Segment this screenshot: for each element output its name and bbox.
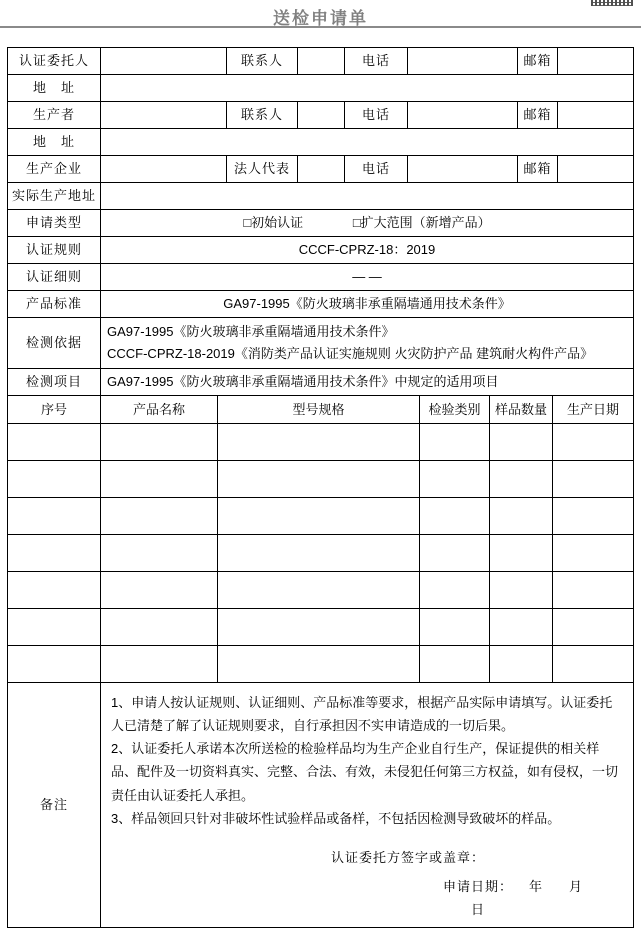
applicant-email-cell[interactable] (558, 48, 634, 75)
inspection-type-cell[interactable] (420, 461, 490, 498)
product-header-row (8, 396, 634, 424)
table-row (8, 75, 634, 102)
product-row (8, 572, 634, 609)
product-table (7, 395, 634, 683)
producer-email-cell[interactable] (558, 102, 634, 129)
page-header (0, 0, 641, 28)
table-row (8, 102, 634, 129)
product-standard-label: 产品标准 (8, 291, 101, 318)
applicant-contact-label: 联系人 (227, 48, 298, 75)
product-row (8, 609, 634, 646)
producer-phone-cell[interactable] (408, 102, 518, 129)
table-row (8, 291, 634, 318)
serial-cell[interactable] (8, 424, 101, 461)
serial-cell[interactable] (8, 498, 101, 535)
producer-phone-label: 电话 (345, 102, 408, 129)
application-type-options (101, 210, 634, 237)
serial-cell[interactable] (8, 461, 101, 498)
remark-item-1: 1、申请人按认证规则、认证细则、产品标准等要求，根据产品实际申请填写。认证委托人已清楚了解了认证规则要求，自行承担因不实申请造成的一切后果。 (111, 695, 613, 734)
product-name-cell[interactable] (101, 609, 218, 646)
production-date-cell[interactable] (553, 609, 634, 646)
applicant-label: 认证委托人 (8, 48, 101, 75)
certification-detail-label: 认证细则 (8, 264, 101, 291)
applicant-name-cell[interactable] (101, 48, 227, 75)
production-date-cell[interactable] (553, 461, 634, 498)
table-row (8, 183, 634, 210)
applicant-address-label: 地 址 (8, 75, 101, 102)
production-date-cell[interactable] (553, 535, 634, 572)
test-items-value: GA97-1995《防火玻璃非承重隔墙通用技术条件》中规定的适用项目 (101, 369, 634, 396)
sample-qty-cell[interactable] (490, 646, 553, 683)
sample-qty-cell[interactable] (490, 461, 553, 498)
factory-phone-label: 电话 (345, 156, 408, 183)
remarks-label: 备注 (8, 683, 101, 928)
sample-qty-cell[interactable] (490, 572, 553, 609)
date-unit-month: 月 (569, 878, 584, 894)
application-type-label: 申请类型 (8, 210, 101, 237)
test-basis-line1: GA97-1995《防火玻璃非承重隔墙通用技术条件》 (107, 323, 395, 339)
table-row (8, 129, 634, 156)
actual-production-address-label: 实际生产地址 (8, 183, 101, 210)
serial-cell[interactable] (8, 646, 101, 683)
col-header-serial: 序号 (8, 396, 101, 424)
remark-item-3: 3、样品领回只针对非破坏性试验样品或备样，不包括因检测导致破坏的样品。 (111, 810, 561, 826)
applicant-email-label: 邮箱 (518, 48, 558, 75)
model-spec-cell[interactable] (218, 498, 420, 535)
product-name-cell[interactable] (101, 535, 218, 572)
application-form (7, 47, 633, 928)
production-date-cell[interactable] (553, 424, 634, 461)
table-row (8, 369, 634, 396)
product-name-cell[interactable] (101, 498, 218, 535)
sample-qty-cell[interactable] (490, 609, 553, 646)
product-name-cell[interactable] (101, 461, 218, 498)
applicant-address-cell[interactable] (101, 75, 634, 102)
applicant-phone-cell[interactable] (408, 48, 518, 75)
production-date-cell[interactable] (553, 572, 634, 609)
serial-cell[interactable] (8, 609, 101, 646)
factory-phone-cell[interactable] (408, 156, 518, 183)
product-name-cell[interactable] (101, 424, 218, 461)
sample-qty-cell[interactable] (490, 498, 553, 535)
producer-contact-cell[interactable] (298, 102, 345, 129)
inspection-type-cell[interactable] (420, 424, 490, 461)
factory-name-cell[interactable] (101, 156, 227, 183)
producer-email-label: 邮箱 (518, 102, 558, 129)
col-header-model-spec: 型号规格 (218, 396, 420, 424)
table-row (8, 237, 634, 264)
producer-label: 生产者 (8, 102, 101, 129)
table-row (8, 156, 634, 183)
col-header-inspection-type: 检验类别 (420, 396, 490, 424)
product-row (8, 535, 634, 572)
inspection-type-cell[interactable] (420, 609, 490, 646)
date-unit-year: 年 (529, 878, 544, 894)
producer-address-cell[interactable] (101, 129, 634, 156)
table-row (8, 48, 634, 75)
page-title: 送检申请单 (273, 9, 368, 28)
production-date-cell[interactable] (553, 498, 634, 535)
application-date-line (443, 875, 623, 921)
inspection-type-cell[interactable] (420, 572, 490, 609)
col-header-production-date: 生产日期 (553, 396, 634, 424)
signature-block (111, 846, 623, 921)
table-row (8, 264, 634, 291)
factory-legal-rep-label: 法人代表 (227, 156, 298, 183)
product-name-cell[interactable] (101, 646, 218, 683)
serial-cell[interactable] (8, 572, 101, 609)
test-basis-value (101, 318, 634, 369)
product-row (8, 424, 634, 461)
inspection-type-cell[interactable] (420, 646, 490, 683)
factory-email-label: 邮箱 (518, 156, 558, 183)
sample-qty-cell[interactable] (490, 535, 553, 572)
col-header-product-name: 产品名称 (101, 396, 218, 424)
applicant-phone-label: 电话 (345, 48, 408, 75)
product-name-cell[interactable] (101, 572, 218, 609)
factory-email-cell[interactable] (558, 156, 634, 183)
table-row (8, 318, 634, 369)
actual-production-address-cell[interactable] (101, 183, 634, 210)
model-spec-cell[interactable] (218, 461, 420, 498)
remark-item-2: 2、认证委托人承诺本次所送检的检验样品均为生产企业自行生产，保证提供的相关样品、配件及一切资料真实、完整、合法、有效，未侵犯任何第三方权益，如有侵权，一切责任由认证委托人承担。 (111, 741, 619, 803)
certification-rule-label: 认证规则 (8, 237, 101, 264)
certification-rule-value: CCCF-CPRZ-18：2019 (101, 237, 634, 264)
table-row (8, 210, 634, 237)
product-row (8, 461, 634, 498)
model-spec-cell[interactable] (218, 609, 420, 646)
inspection-type-cell[interactable] (420, 535, 490, 572)
producer-contact-label: 联系人 (227, 102, 298, 129)
serial-cell[interactable] (8, 535, 101, 572)
checkbox-scope-expansion[interactable]: □扩大范围（新增产品） (352, 215, 491, 231)
test-basis-line2: CCCF-CPRZ-18-2019《消防类产品认证实施规则 火灾防护产品 建筑耐火构件产品》 (107, 346, 594, 361)
inspection-type-cell[interactable] (420, 498, 490, 535)
factory-label: 生产企业 (8, 156, 101, 183)
product-standard-value: GA97-1995《防火玻璃非承重隔墙通用技术条件》 (101, 291, 634, 318)
application-date-label: 申请日期： (443, 878, 514, 894)
date-unit-day: 日 (471, 902, 486, 917)
producer-address-label: 地 址 (8, 129, 101, 156)
signature-line-label: 认证委托方签字或盖章： (331, 849, 486, 865)
model-spec-cell[interactable] (218, 572, 420, 609)
remarks-table (7, 682, 634, 928)
product-row (8, 498, 634, 535)
model-spec-cell[interactable] (218, 535, 420, 572)
remarks-content (101, 683, 634, 928)
factory-legal-rep-cell[interactable] (298, 156, 345, 183)
info-table (7, 47, 634, 396)
remarks-row (8, 683, 634, 928)
applicant-contact-cell[interactable] (298, 48, 345, 75)
production-date-cell[interactable] (553, 646, 634, 683)
product-row (8, 646, 634, 683)
col-header-sample-qty: 样品数量 (490, 396, 553, 424)
model-spec-cell[interactable] (218, 424, 420, 461)
test-basis-label: 检测依据 (8, 318, 101, 369)
test-items-label: 检测项目 (8, 369, 101, 396)
sample-qty-cell[interactable] (490, 424, 553, 461)
producer-name-cell[interactable] (101, 102, 227, 129)
checkbox-initial-certification[interactable]: □初始认证 (243, 215, 304, 231)
model-spec-cell[interactable] (218, 646, 420, 683)
corner-watermark (591, 0, 633, 6)
certification-detail-value: — — (101, 264, 634, 291)
